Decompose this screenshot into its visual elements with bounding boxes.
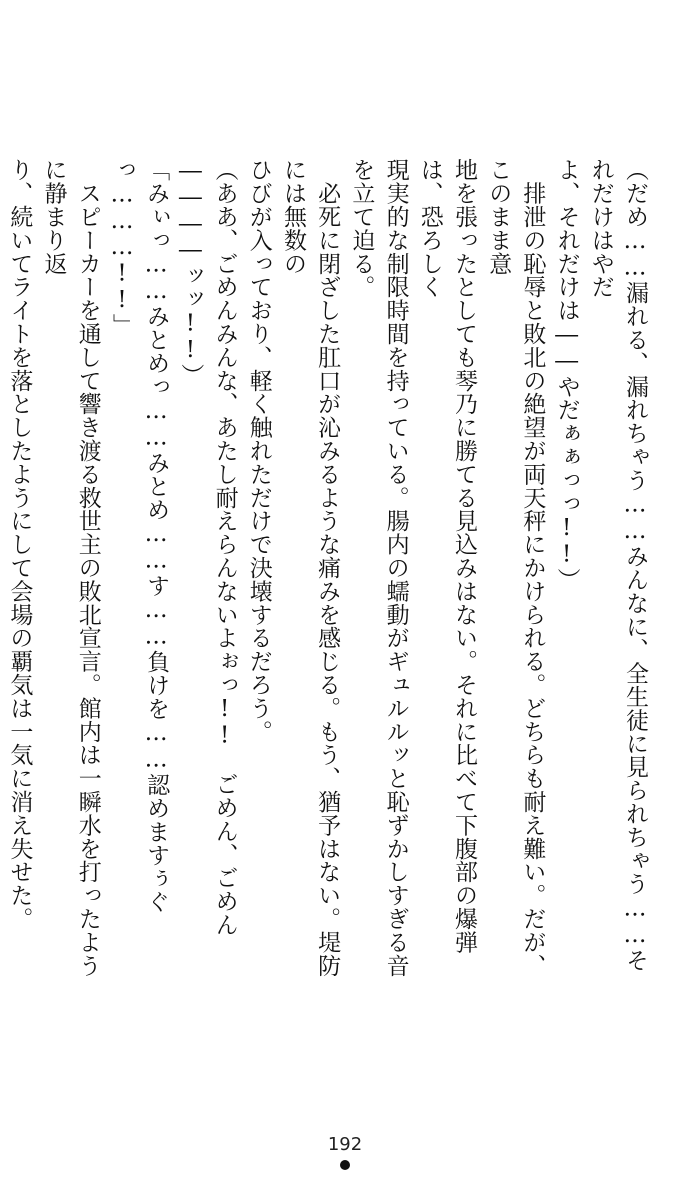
text-line: よ、それだけは――やだぁぁっっ!!） xyxy=(553,158,580,592)
page-number: 192 xyxy=(327,1134,363,1155)
text-line: スピーカーを通して響き渡る救世主の敗北宣言。館内は一瞬水を打ったように静まり返 xyxy=(40,158,101,977)
text-line xyxy=(0,158,2,978)
text-line: ひびが入っており、軽く触れただけで決壊するだろう。 xyxy=(245,158,272,743)
text-line: り、続いてライトを落としたようにして会場の覇気は一気に消え失せた。 xyxy=(6,158,33,931)
text-line: 排泄の恥辱と敗北の絶望が両天秤にかけられる。どちらも耐え難い。だが、このまま意 xyxy=(485,158,546,977)
text-line: （ああ、ごめんみんな、あたし耐えらんないよぉっ!! ごめん、ごめん――――ッッ!!） xyxy=(177,158,238,937)
text-line: 現実的な制限時間を持っている。腸内の蠕動がギュルルッと恥ずかしすぎる音を立て迫る。 xyxy=(348,158,409,977)
text-line: 「みぃっ……みとめっ……みとめ……す……負けを……認めますぅぐっ………!!」 xyxy=(108,158,170,914)
text-line: 地を張ったとしても琴乃に勝てる見込みはない。それに比べて下腹部の爆弾は、恐ろしく xyxy=(416,158,477,954)
vertical-text-body xyxy=(6,158,652,978)
text-line: 必死に閉ざした肛口が沁みるような痛みを感じる。もう、猶予はない。堤防には無数の xyxy=(279,158,341,977)
page-marker-dot xyxy=(340,1160,350,1170)
text-line: （だめ……漏れる、漏れちゃう……みんなに、全生徒に見られちゃう……それだけはやだ xyxy=(587,158,648,972)
